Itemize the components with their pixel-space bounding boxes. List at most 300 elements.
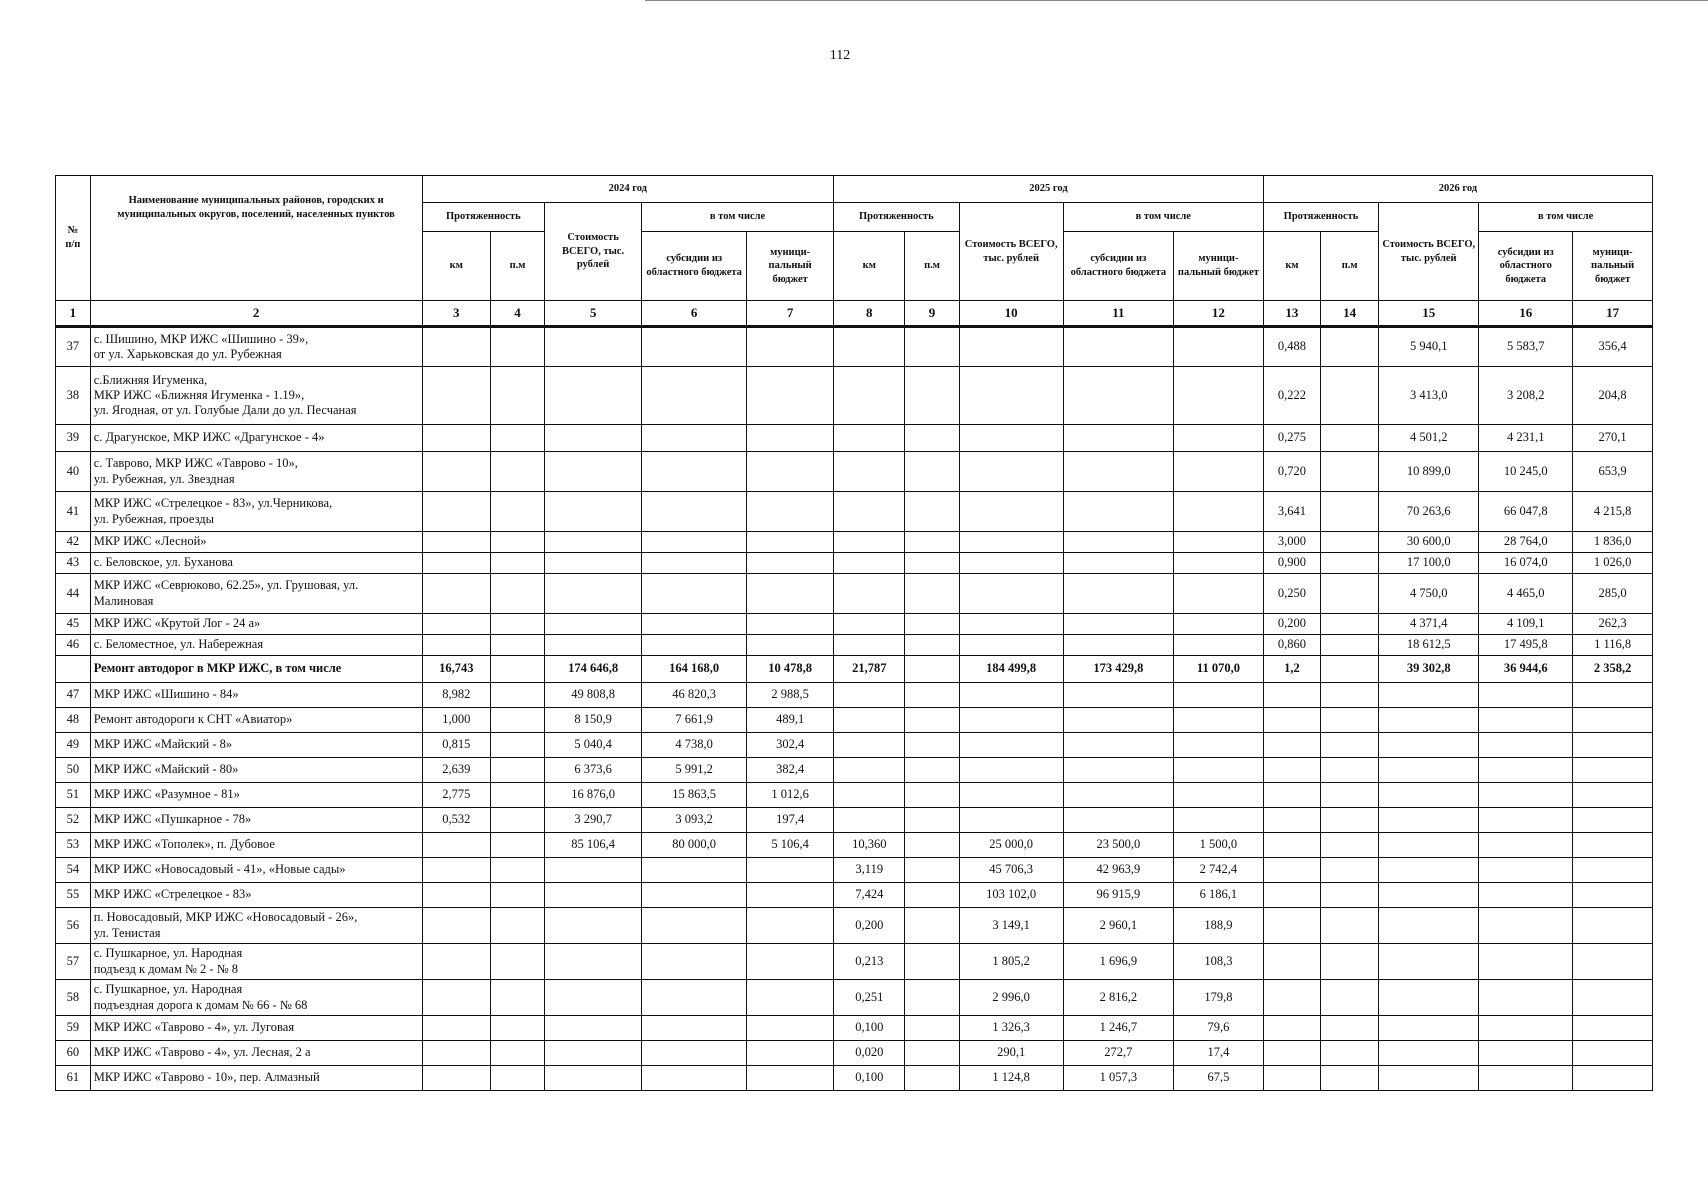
row-value	[642, 614, 747, 635]
row-value	[747, 908, 834, 944]
header-municipal: муници-пальный бюджет	[1174, 232, 1264, 301]
row-value: 5 106,4	[747, 833, 834, 858]
row-value	[490, 833, 544, 858]
row-number	[56, 656, 91, 683]
row-value	[545, 367, 642, 425]
row-value: 0,222	[1263, 367, 1320, 425]
row-value: 356,4	[1573, 327, 1653, 367]
row-value: 1 500,0	[1174, 833, 1264, 858]
table-row	[56, 1016, 1653, 1041]
row-value	[490, 883, 544, 908]
row-value	[1573, 758, 1653, 783]
row-number: 56	[56, 908, 91, 944]
row-value: 2,639	[422, 758, 490, 783]
row-number: 51	[56, 783, 91, 808]
table-row	[56, 425, 1653, 452]
row-name: МКР ИЖС «Таврово - 4», ул. Луговая	[90, 1016, 422, 1041]
row-value	[747, 492, 834, 532]
row-name: МКР ИЖС «Лесной»	[90, 532, 422, 553]
row-value	[422, 553, 490, 574]
row-value	[642, 944, 747, 980]
row-value	[1573, 733, 1653, 758]
row-value	[905, 635, 959, 656]
row-name: МКР ИЖС «Новосадовый - 41», «Новые сады»	[90, 858, 422, 883]
row-value	[1573, 1016, 1653, 1041]
row-value	[1174, 758, 1264, 783]
table-row	[56, 733, 1653, 758]
row-value	[422, 574, 490, 614]
row-value: 1 836,0	[1573, 532, 1653, 553]
row-value	[905, 833, 959, 858]
row-value	[490, 553, 544, 574]
table-row	[56, 1066, 1653, 1091]
row-value	[1479, 1041, 1573, 1066]
row-value	[959, 574, 1063, 614]
header-year-2024: 2024 год	[422, 176, 833, 203]
row-name: МКР ИЖС «Крутой Лог - 24 а»	[90, 614, 422, 635]
row-value	[959, 327, 1063, 367]
row-value	[1379, 980, 1479, 1016]
row-value: 173 429,8	[1063, 656, 1173, 683]
column-number: 12	[1174, 301, 1264, 327]
row-value	[490, 1041, 544, 1066]
row-value: 0,020	[834, 1041, 905, 1066]
row-value: 0,200	[834, 908, 905, 944]
row-value	[834, 733, 905, 758]
row-value	[422, 1041, 490, 1066]
row-value	[905, 574, 959, 614]
row-value	[1479, 1066, 1573, 1091]
row-value	[1063, 683, 1173, 708]
header-km: км	[1263, 232, 1320, 301]
row-value: 39 302,8	[1379, 656, 1479, 683]
row-value	[834, 683, 905, 708]
row-value: 1 057,3	[1063, 1066, 1173, 1091]
row-value	[834, 532, 905, 553]
row-value	[1479, 944, 1573, 980]
row-number: 49	[56, 733, 91, 758]
row-value	[905, 808, 959, 833]
row-value: 16 074,0	[1479, 553, 1573, 574]
row-value: 96 915,9	[1063, 883, 1173, 908]
table-row	[56, 883, 1653, 908]
row-value	[490, 327, 544, 367]
row-value	[959, 425, 1063, 452]
row-value	[1321, 908, 1379, 944]
row-value: 290,1	[959, 1041, 1063, 1066]
top-rule	[645, 0, 1708, 1]
row-value: 3 149,1	[959, 908, 1063, 944]
column-number: 2	[90, 301, 422, 327]
row-value	[490, 708, 544, 733]
row-value	[1263, 858, 1320, 883]
row-number: 48	[56, 708, 91, 733]
row-name: МКР ИЖС «Тополек», п. Дубовое	[90, 833, 422, 858]
header-length-2026: Протяженность	[1263, 203, 1378, 232]
row-value	[1573, 1066, 1653, 1091]
row-value: 49 808,8	[545, 683, 642, 708]
row-value: 3,641	[1263, 492, 1320, 532]
row-value	[959, 808, 1063, 833]
table-row	[56, 574, 1653, 614]
row-value: 0,251	[834, 980, 905, 1016]
row-value	[1479, 833, 1573, 858]
table-row	[56, 833, 1653, 858]
row-value	[1063, 492, 1173, 532]
row-value	[905, 553, 959, 574]
column-number: 15	[1379, 301, 1479, 327]
row-value: 17 100,0	[1379, 553, 1479, 574]
row-value	[747, 574, 834, 614]
row-value	[747, 367, 834, 425]
row-value: 1 116,8	[1573, 635, 1653, 656]
row-value: 16,743	[422, 656, 490, 683]
row-value	[1573, 1041, 1653, 1066]
row-value: 10 245,0	[1479, 452, 1573, 492]
row-value	[490, 944, 544, 980]
row-name: с. Пушкарное, ул. Народная подъездная дорога к домам № 66 - № 68	[90, 980, 422, 1016]
row-value: 67,5	[1174, 1066, 1264, 1091]
row-value: 3 208,2	[1479, 367, 1573, 425]
row-value	[747, 452, 834, 492]
row-value	[747, 425, 834, 452]
row-value	[959, 492, 1063, 532]
row-value	[1479, 883, 1573, 908]
row-value: 1 026,0	[1573, 553, 1653, 574]
row-number: 58	[56, 980, 91, 1016]
row-value	[1321, 733, 1379, 758]
row-value	[1263, 883, 1320, 908]
row-value: 1 805,2	[959, 944, 1063, 980]
row-value: 2 742,4	[1174, 858, 1264, 883]
column-number: 17	[1573, 301, 1653, 327]
row-value: 103 102,0	[959, 883, 1063, 908]
row-value: 18 612,5	[1379, 635, 1479, 656]
row-value: 2 358,2	[1573, 656, 1653, 683]
row-value	[1479, 783, 1573, 808]
row-value	[834, 367, 905, 425]
row-value	[1263, 1041, 1320, 1066]
row-value: 262,3	[1573, 614, 1653, 635]
row-value	[545, 858, 642, 883]
row-number: 38	[56, 367, 91, 425]
row-value	[642, 327, 747, 367]
row-value	[1379, 944, 1479, 980]
row-value	[1321, 708, 1379, 733]
row-value	[1379, 708, 1479, 733]
row-value	[490, 492, 544, 532]
header-length-2025: Протяженность	[834, 203, 960, 232]
table-row	[56, 452, 1653, 492]
row-value	[490, 908, 544, 944]
table-row	[56, 858, 1653, 883]
row-number: 39	[56, 425, 91, 452]
row-value	[1573, 944, 1653, 980]
row-value	[747, 944, 834, 980]
table-row	[56, 367, 1653, 425]
row-value: 179,8	[1174, 980, 1264, 1016]
row-value	[1321, 758, 1379, 783]
row-value	[1379, 733, 1479, 758]
row-value	[490, 758, 544, 783]
row-value	[905, 783, 959, 808]
row-value	[1174, 808, 1264, 833]
row-value: 5 991,2	[642, 758, 747, 783]
row-value	[490, 614, 544, 635]
row-name: МКР ИЖС «Стрелецкое - 83»	[90, 883, 422, 908]
table-row	[56, 683, 1653, 708]
row-value	[1479, 980, 1573, 1016]
row-value	[1479, 1016, 1573, 1041]
row-value: 4 750,0	[1379, 574, 1479, 614]
row-value: 0,200	[1263, 614, 1320, 635]
row-value	[747, 1066, 834, 1091]
table-row	[56, 708, 1653, 733]
row-value	[959, 783, 1063, 808]
row-value	[1174, 492, 1264, 532]
column-number: 7	[747, 301, 834, 327]
row-value	[1174, 452, 1264, 492]
row-value	[959, 553, 1063, 574]
row-value	[642, 908, 747, 944]
row-value	[747, 883, 834, 908]
row-value	[1174, 614, 1264, 635]
column-number: 3	[422, 301, 490, 327]
row-value: 382,4	[747, 758, 834, 783]
row-number: 50	[56, 758, 91, 783]
row-value	[545, 1041, 642, 1066]
row-value	[959, 758, 1063, 783]
row-value	[1573, 908, 1653, 944]
row-value: 270,1	[1573, 425, 1653, 452]
row-value	[1263, 808, 1320, 833]
row-name: с.Ближняя Игуменка, МКР ИЖС «Ближняя Игуменка - 1.19», ул. Ягодная, от ул. Голубые Дали до ул. Песчаная	[90, 367, 422, 425]
row-value	[1321, 1066, 1379, 1091]
row-name: с. Беломестное, ул. Набережная	[90, 635, 422, 656]
row-value	[747, 614, 834, 635]
row-value: 188,9	[1174, 908, 1264, 944]
table-header	[56, 176, 1653, 327]
row-value	[490, 683, 544, 708]
row-value	[747, 1016, 834, 1041]
row-value	[422, 614, 490, 635]
row-value	[642, 858, 747, 883]
row-value	[959, 733, 1063, 758]
row-value	[1573, 858, 1653, 883]
row-value	[1063, 532, 1173, 553]
row-value	[1321, 858, 1379, 883]
row-name: МКР ИЖС «Севрюково, 62.25», ул. Грушовая, ул. Малиновая	[90, 574, 422, 614]
row-number: 40	[56, 452, 91, 492]
row-value	[1573, 833, 1653, 858]
table-row	[56, 1041, 1653, 1066]
row-value	[959, 367, 1063, 425]
row-value	[642, 1016, 747, 1041]
row-value	[1263, 708, 1320, 733]
row-value: 2 816,2	[1063, 980, 1173, 1016]
header-including-2026: в том числе	[1479, 203, 1653, 232]
header-col-no: № п/п	[56, 176, 91, 301]
row-value	[959, 452, 1063, 492]
table-row-subtotal	[56, 656, 1653, 683]
row-value: 17,4	[1174, 1041, 1264, 1066]
row-value	[959, 708, 1063, 733]
row-value: 653,9	[1573, 452, 1653, 492]
row-value: 7 661,9	[642, 708, 747, 733]
row-value: 7,424	[834, 883, 905, 908]
row-value: 5 040,4	[545, 733, 642, 758]
row-value	[422, 980, 490, 1016]
row-value	[422, 908, 490, 944]
row-value	[545, 980, 642, 1016]
row-value	[1379, 758, 1479, 783]
row-number: 60	[56, 1041, 91, 1066]
header-km: км	[422, 232, 490, 301]
row-value	[1573, 808, 1653, 833]
row-value	[1479, 708, 1573, 733]
row-value	[490, 574, 544, 614]
row-value	[905, 614, 959, 635]
row-value: 285,0	[1573, 574, 1653, 614]
row-value: 5 940,1	[1379, 327, 1479, 367]
header-municipal: муници-пальный бюджет	[747, 232, 834, 301]
header-cost-2026: Стоимость ВСЕГО, тыс. рублей	[1379, 203, 1479, 301]
column-number: 4	[490, 301, 544, 327]
row-value	[1063, 327, 1173, 367]
row-value	[834, 614, 905, 635]
row-value: 1 124,8	[959, 1066, 1063, 1091]
row-name: МКР ИЖС «Шишино - 84»	[90, 683, 422, 708]
row-value: 2 996,0	[959, 980, 1063, 1016]
row-value	[834, 327, 905, 367]
row-number: 53	[56, 833, 91, 858]
row-number: 47	[56, 683, 91, 708]
row-value: 25 000,0	[959, 833, 1063, 858]
row-value	[905, 883, 959, 908]
row-value	[959, 683, 1063, 708]
row-value: 3,119	[834, 858, 905, 883]
row-value	[1174, 635, 1264, 656]
row-value	[905, 708, 959, 733]
table-row	[56, 808, 1653, 833]
row-value	[642, 980, 747, 1016]
roads-table	[55, 175, 1653, 1091]
row-value	[1263, 944, 1320, 980]
row-value	[1379, 858, 1479, 883]
row-value	[1379, 908, 1479, 944]
row-name: МКР ИЖС «Разумное - 81»	[90, 783, 422, 808]
row-value	[747, 980, 834, 1016]
row-value: 28 764,0	[1479, 532, 1573, 553]
row-value	[1174, 733, 1264, 758]
header-including-2024: в том числе	[642, 203, 834, 232]
row-value: 0,488	[1263, 327, 1320, 367]
row-value	[1321, 656, 1379, 683]
row-value: 302,4	[747, 733, 834, 758]
row-value	[545, 1066, 642, 1091]
header-cost-2024: Стоимость ВСЕГО, тыс. рублей	[545, 203, 642, 301]
row-value: 2,775	[422, 783, 490, 808]
row-value: 6 186,1	[1174, 883, 1264, 908]
column-number: 1	[56, 301, 91, 327]
row-value	[834, 553, 905, 574]
row-value	[1174, 367, 1264, 425]
row-value: 3,000	[1263, 532, 1320, 553]
row-value	[905, 980, 959, 1016]
table-row	[56, 614, 1653, 635]
row-value: 0,860	[1263, 635, 1320, 656]
row-value	[490, 858, 544, 883]
row-value	[1321, 1016, 1379, 1041]
row-value	[1321, 635, 1379, 656]
row-value	[1174, 708, 1264, 733]
row-value	[545, 908, 642, 944]
row-number: 46	[56, 635, 91, 656]
row-value	[905, 532, 959, 553]
row-value: 8 150,9	[545, 708, 642, 733]
row-value	[1479, 908, 1573, 944]
table-row	[56, 327, 1653, 367]
row-value	[905, 656, 959, 683]
row-number: 52	[56, 808, 91, 833]
row-value	[1379, 883, 1479, 908]
row-value	[1479, 683, 1573, 708]
row-name: с. Драгунское, МКР ИЖС «Драгунское - 4»	[90, 425, 422, 452]
row-value: 4 501,2	[1379, 425, 1479, 452]
header-year-2025: 2025 год	[834, 176, 1264, 203]
row-name: с. Таврово, МКР ИЖС «Таврово - 10», ул. Рубежная, ул. Звездная	[90, 452, 422, 492]
row-name: Ремонт автодороги к СНТ «Авиатор»	[90, 708, 422, 733]
header-col-name: Наименование муниципальных районов, городских и муниципальных округов, поселений, населенных пунктов	[90, 176, 422, 301]
row-number: 55	[56, 883, 91, 908]
row-value	[1321, 492, 1379, 532]
row-value	[1379, 1016, 1479, 1041]
row-value: 6 373,6	[545, 758, 642, 783]
row-value: 70 263,6	[1379, 492, 1479, 532]
column-number: 13	[1263, 301, 1320, 327]
row-value	[490, 1016, 544, 1041]
row-name: МКР ИЖС «Стрелецкое - 83», ул.Черникова, ул. Рубежная, проезды	[90, 492, 422, 532]
row-value	[545, 574, 642, 614]
row-value: 5 583,7	[1479, 327, 1573, 367]
row-value: 272,7	[1063, 1041, 1173, 1066]
row-value	[1321, 833, 1379, 858]
row-value	[1321, 683, 1379, 708]
row-value	[1573, 708, 1653, 733]
row-value	[545, 944, 642, 980]
row-value	[905, 733, 959, 758]
row-value	[545, 635, 642, 656]
row-value	[1063, 733, 1173, 758]
row-number: 45	[56, 614, 91, 635]
row-value	[1063, 614, 1173, 635]
row-value: 21,787	[834, 656, 905, 683]
row-value: 0,100	[834, 1016, 905, 1041]
table-row	[56, 553, 1653, 574]
row-value	[490, 1066, 544, 1091]
row-name: с. Беловское, ул. Буханова	[90, 553, 422, 574]
row-value	[1063, 574, 1173, 614]
row-value	[642, 635, 747, 656]
row-value	[747, 532, 834, 553]
row-value	[1379, 683, 1479, 708]
row-value	[422, 883, 490, 908]
row-value	[747, 635, 834, 656]
row-value	[905, 425, 959, 452]
row-value: 1,2	[1263, 656, 1320, 683]
row-value: 164 168,0	[642, 656, 747, 683]
row-value	[1573, 783, 1653, 808]
